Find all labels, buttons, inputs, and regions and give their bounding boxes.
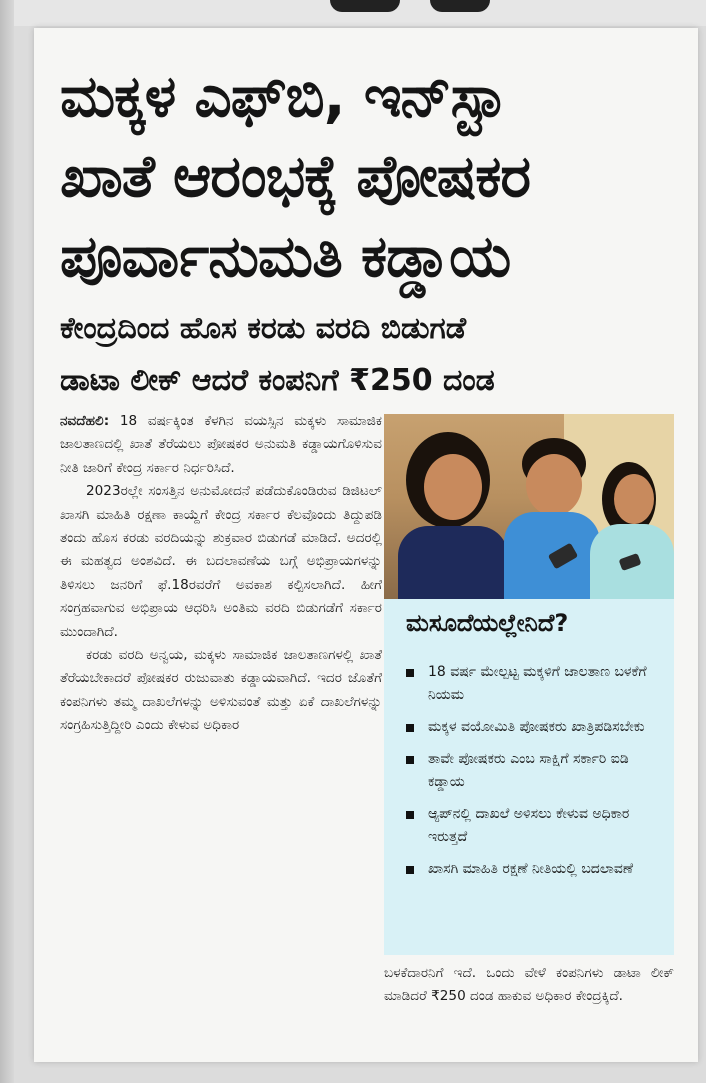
bullet-square-icon (406, 866, 414, 874)
subheadline-line-2: ಡಾಟಾ ಲೀಕ್ ಆದರೆ ಕಂಪನಿಗೆ ₹250 ದಂಡ (60, 363, 495, 398)
photo-figure (614, 474, 654, 524)
photo-figure (424, 454, 482, 520)
sidebar-list (406, 661, 664, 890)
bullet-square-icon (406, 811, 414, 819)
headline (60, 56, 700, 296)
photo-figure (398, 526, 508, 599)
children-with-phones-photo (384, 414, 674, 599)
list-item (406, 858, 664, 881)
subheadline-line-1: ಕೇಂದ್ರದಿಂದ ಹೊಸ ಕರಡು ವರದಿ ಬಿಡುಗಡೆ (60, 311, 467, 346)
headline-line-3: ಪೂರ್ವಾನುಮತಿ ಕಡ್ಡಾಯ (60, 222, 511, 290)
list-item-text: ಆ್ಯಪ್‌ನಲ್ಲಿ ದಾಖಲೆ ಅಳಿಸಲು ಕೇಳುವ ಅಧಿಕಾರ ಇರುತ್ತದೆ (428, 806, 630, 845)
article-paragraph: ಕರಡು ವರದಿ ಅನ್ವಯ, ಮಕ್ಕಳು ಸಾಮಾಜಿಕ ಜಾಲತಾಣಗಳಲ್ಲಿ ಖಾತೆ ತೆರೆಯಬೇಕಾದರೆ ಪೋಷಕರ ರುಜುವಾತು ಕಡ್ಡಾಯವಾಗಿದೆ. ಇದರ ಜೊತೆಗೆ ಕಂಪನಿಗಳು ತಮ್ಮ ದಾಖಲೆಗಳನ್ನು ಅಳಿಸುವಂತೆ ಮತ್ತು ಏಕೆ ದಾಖಲೆಗಳನ್ನು ಸಂಗ್ರಹಿಸುತ್ತಿದ್ದೀರಿ ಎಂದು ಕೇಳುವ ಅಧಿಕಾರ (60, 647, 382, 734)
list-item-text: ಮಕ್ಕಳ ವಯೋಮಿತಿ ಪೋಷಕರು ಖಾತ್ರಿಪಡಿಸಬೇಕು (428, 719, 645, 735)
article-column-left (60, 410, 382, 738)
cropped-graphic (330, 0, 400, 12)
page-shadow (0, 0, 14, 1083)
bullet-square-icon (406, 724, 414, 732)
bullet-square-icon (406, 669, 414, 677)
list-item (406, 661, 664, 707)
article-paragraph: 2023ರಲ್ಲೇ ಸಂಸತ್ತಿನ ಅನುಮೋದನೆ ಪಡೆದುಕೊಂಡಿರುವ ಡಿಜಿಟಲ್ ಖಾಸಗಿ ಮಾಹಿತಿ ರಕ್ಷಣಾ ಕಾಯ್ದೆಗೆ ಕೇಂದ್ರ ಸರ್ಕಾರ ಕೆಲವೊಂದು ತಿದ್ದುಪಡಿ ತಂದು ಹೊಸ ಕರಡು ವರದಿಯನ್ನು ಶುಕ್ರವಾರ ಬಿಡುಗಡೆ ಮಾಡಿದೆ. ಅದರಲ್ಲಿ ಈ ಮಹತ್ವದ ಅಂಶವಿದೆ. ಈ ಬದಲಾವಣೆಯ ಬಗ್ಗೆ ಅಭಿಪ್ರಾಯಗಳನ್ನು ತಿಳಿಸಲು ಜನರಿಗೆ ಫೆ.18ರವರೆಗೆ ಅವಕಾಶ ಕಲ್ಪಿಸಲಾಗಿದೆ. ಹೀಗೆ ಸಂಗ್ರಹವಾಗುವ ಅಭಿಪ್ರಾಯ ಆಧರಿಸಿ ಅಂತಿಮ ವರದಿ ಬಿಡುಗಡೆಗೆ ಸರ್ಕಾರ ಮುಂದಾಗಿದೆ. (60, 483, 382, 640)
photo-figure (526, 454, 582, 516)
list-item-text: ಖಾಸಗಿ ಮಾಹಿತಿ ರಕ್ಷಣೆ ನೀತಿಯಲ್ಲಿ ಬದಲಾವಣೆ (428, 861, 634, 877)
list-item (406, 803, 664, 849)
newspaper-clipping (34, 28, 698, 1062)
headline-line-1: ಮಕ್ಕಳ ಎಫ್‌ಬಿ, ಇನ್‌ಸ್ಟಾ (60, 62, 506, 130)
list-item-text: ತಾವೇ ಪೋಷಕರು ಎಂಬ ಸಾಕ್ಷಿಗೆ ಸರ್ಕಾರಿ ಐಡಿ ಕಡ್ಡಾಯ (428, 751, 629, 790)
previous-page-edge (0, 0, 706, 26)
list-item-text: 18 ವರ್ಷ ಮೇಲ್ಪಟ್ಟ ಮಕ್ಕಳಿಗೆ ಜಾಲತಾಣ ಬಳಕೆಗೆ ನಿಯಮ (428, 664, 647, 703)
paragraph-text: 18 ವರ್ಷಕ್ಕಿಂತ ಕೆಳಗಿನ ವಯಸ್ಸಿನ ಮಕ್ಕಳು ಸಾಮಾಜಿಕ ಜಾಲತಾಣದಲ್ಲಿ ಖಾತೆ ತೆರೆಯಲು ಪೋಷಕರ ಅನುಮತಿ ಕಡ್ಡಾಯಗೊಳಿಸುವ ನೀತಿ ಜಾರಿಗೆ ಕೇಂದ್ರ ಸರ್ಕಾರ ನಿರ್ಧರಿಸಿದೆ. (60, 413, 383, 476)
list-item (406, 748, 664, 794)
article-continuation: ಬಳಕೆದಾರನಿಗೆ ಇದೆ. ಒಂದು ವೇಳೆ ಕಂಪನಿಗಳು ಡಾಟಾ ಲೀಕ್ ಮಾಡಿದರೆ ₹250 ದಂಡ ಹಾಕುವ ಅಧಿಕಾರ ಕೇಂದ್ರಕ್ಕಿದೆ. (384, 965, 674, 1005)
sidebar-title: ಮಸೂದೆಯಲ್ಲೇನಿದೆ? (406, 609, 569, 637)
list-item (406, 716, 664, 739)
headline-line-2: ಖಾತೆ ಆರಂಭಕ್ಕೆ ಪೋಷಕರ (60, 142, 531, 210)
bullet-square-icon (406, 756, 414, 764)
sidebar-box (384, 599, 674, 955)
cropped-graphic (430, 0, 490, 12)
article-paragraph (60, 410, 382, 480)
dateline: ನವದೆಹಲಿ: (60, 413, 110, 429)
